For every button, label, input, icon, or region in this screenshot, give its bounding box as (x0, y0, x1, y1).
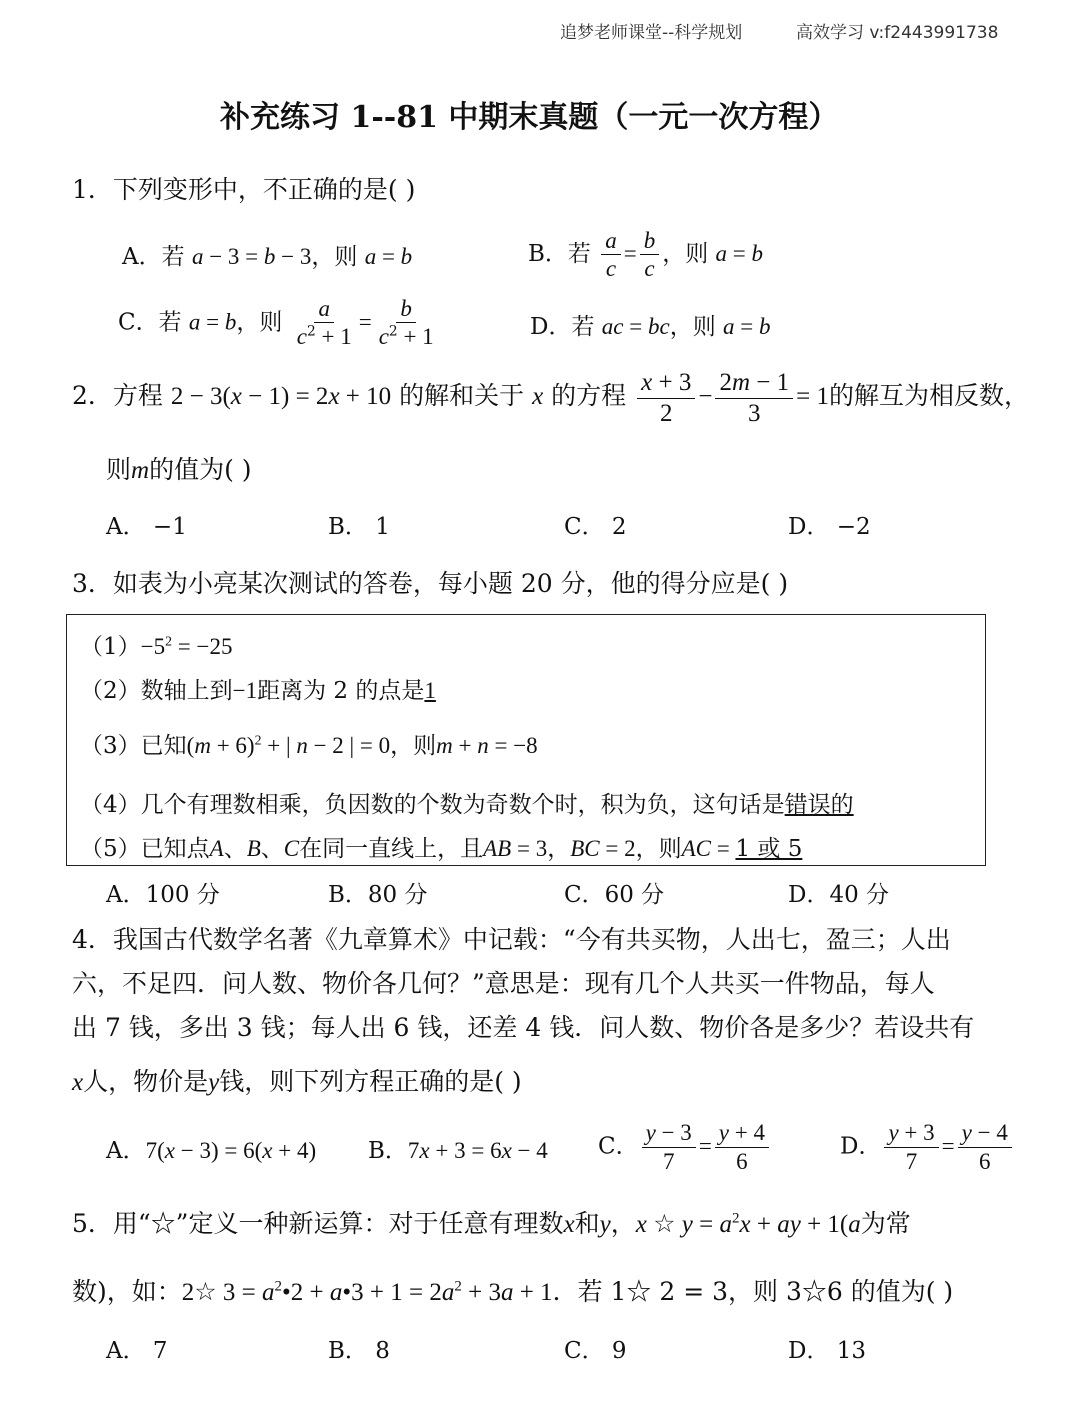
q4-option-d: D． $\frac{y + 3}{7}$ = $\frac{y - 4}{6}$ (840, 1120, 1015, 1175)
q1-option-a: A．若 a − 3 = b − 3，则 a = b (122, 244, 413, 270)
q2-line1: 2．方程 2 − 3(x − 1) = 2x + 10 的解和关于 x 的方程 $\frac{x + 3}{2}$ − $\frac{2m - 1}{3}$ = 1的解互为相反数， (72, 369, 1029, 427)
answer-row-4: （4）几个有理数相乘，负因数的个数为奇数个时，积为负，这句话是错误的 (80, 792, 854, 818)
q3-option-c: C．60 分 (564, 882, 665, 908)
answer-row-3: （3）已知$(m + 6)^2$ + | n − 2 | = 0，则m + n = −8 (80, 732, 538, 759)
header-left: 追梦老师课堂--科学规划 (560, 23, 743, 43)
answer-row-2: （2）数轴上到−1距离为 2 的点是1 (80, 678, 436, 704)
q3-option-b: B．80 分 (328, 882, 428, 908)
answer-row-1: $(1)-5^2 = -25$ (80, 633, 233, 660)
q3-stem: 3．如表为小亮某次测试的答卷，每小题 20 分，他的得分应是( ) (72, 569, 789, 598)
q2-option-c: C． 2 (564, 514, 627, 540)
q4-option-c: C． $\frac{y - 3}{7}$ = $\frac{y + 4}{6}$ (598, 1120, 772, 1175)
q2-option-d: D． −2 (788, 514, 871, 540)
q3-option-a: A．100 分 (106, 882, 220, 908)
q4-line3: 出 7 钱，多出 3 钱；每人出 6 钱，还差 4 钱．问人数、物价各是多少？若设共有 (72, 1013, 975, 1042)
q5-option-d: D． 13 (788, 1338, 867, 1364)
q5-line2: 数)，如：2☆ $3 = a^2•2$ + a•3 + $1 = 2a^2 + 3a + 1$．若 1☆ 2 = 3，则 3☆6 的值为( ) (72, 1277, 954, 1306)
q4-line1: 4．我国古代数学名著《九章算术》中记载：“今有共买物，人出七，盈三；人出 (72, 925, 951, 954)
q5-option-a: A． 7 (106, 1338, 168, 1364)
q1-option-c: C．若 a = b，则 $\frac{a}{c^2 + 1}$ = $\frac{b}{c^2 + 1}$ (118, 296, 434, 350)
q2-line2: 则m的值为( ) (106, 455, 252, 484)
header-right: 高效学习 v:f2443991738 (796, 23, 999, 43)
q1-option-b: B．若 $\frac{a}{c}$ = $\frac{b}{c}$ ，则 a = b (528, 228, 763, 282)
q5-option-c: C． 9 (564, 1338, 627, 1364)
q2-option-a: A． −1 (106, 514, 187, 540)
q4-option-b: B．7x + 3 = 6x − 4 (368, 1138, 548, 1164)
q5-option-b: B． 8 (328, 1338, 390, 1364)
answer-row-5: （5）已知点A、B、C在同一直线上，且AB = 3，BC = 2，则AC = 1 或 5 (80, 836, 803, 862)
q5-line1: 5．用“☆”定义一种新运算：对于任意有理数x和y，x ☆ $y = a^2x$ + ay + 1(a为常 (72, 1209, 911, 1238)
q4-option-a: A．7(x − 3) = 6(x + 4) (106, 1138, 317, 1164)
q1-stem: 1．下列变形中，不正确的是( ) (72, 175, 416, 204)
q1-option-d: D．若 ac = bc，则 a = b (530, 314, 771, 340)
q3-option-d: D．40 分 (788, 882, 890, 908)
q4-line2: 六，不足四．问人数、物价各几何？”意思是：现有几个人共买一件物品，每人 (72, 969, 935, 998)
page-title: 补充练习 1--81 中期末真题（一元一次方程） (220, 100, 839, 135)
q4-line4: x人，物价是y钱，则下列方程正确的是( ) (72, 1067, 522, 1096)
q2-option-b: B． 1 (328, 514, 390, 540)
